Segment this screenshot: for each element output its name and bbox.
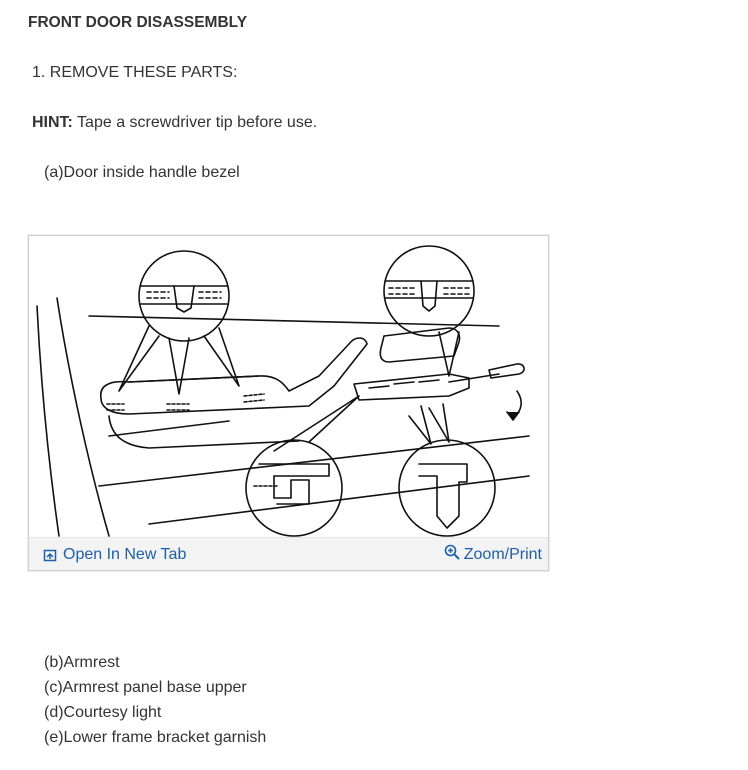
page-title: FRONT DOOR DISASSEMBLY [28,14,248,31]
zoom-in-icon [444,544,461,561]
parts-list [44,650,266,750]
door-disassembly-illustration [29,236,548,538]
list-item: (b)Armrest [44,654,120,671]
open-in-new-tab-link[interactable] [43,546,186,564]
list-item: (a)Door inside handle bezel [44,164,240,181]
list-item: (d)Courtesy light [44,704,162,721]
hint-line [32,114,317,132]
list-item: (e)Lower frame bracket garnish [44,729,267,746]
illustration-figure [28,235,549,571]
hint-text: Tape a screwdriver tip before use. [77,114,318,131]
open-in-new-tab-icon [43,548,57,562]
open-in-new-tab-label: Open In New Tab [63,546,187,563]
step-heading: 1. REMOVE THESE PARTS: [32,64,238,81]
zoom-print-link[interactable] [444,546,542,564]
figure-footer [29,537,548,570]
zoom-print-label: Zoom/Print [463,546,542,563]
hint-label: HINT: [32,114,73,131]
list-item: (c)Armrest panel base upper [44,679,247,696]
